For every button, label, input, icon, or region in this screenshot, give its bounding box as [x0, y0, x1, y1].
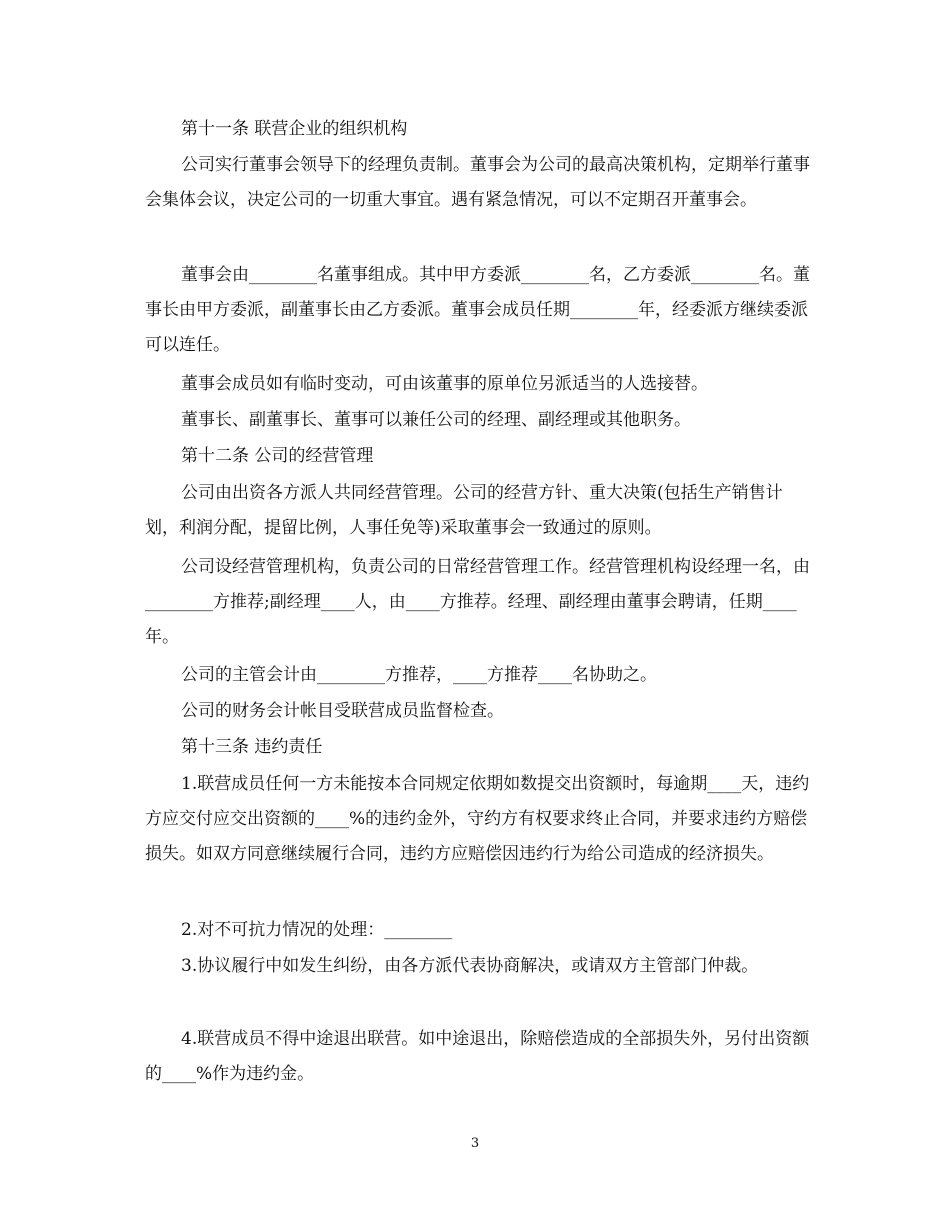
paragraph-management-structure: 公司设经营管理机构，负责公司的日常经营管理工作。经营管理机构设经理一名，由________方推荐;副经理____人，由____方推荐。经理、副经理由董事会聘请，任期____年。	[145, 557, 810, 647]
paragraph-clause-1: 1.联营成员任何一方未能按本合同规定依期如数提交出资额时，每逾期____天，违约方应交付应交出资额的____%的违约金外，守约方有权要求终止合同，并要求违约方赔偿损失。如双方同意继续履行合同，违约方应赔偿因违约行为给公司造成的经济损失。	[145, 774, 810, 864]
paragraph-chief-accountant: 公司的主管会计由________方推荐，____方推荐____名协助之。	[181, 665, 657, 685]
page-number: 3	[470, 1136, 480, 1151]
paragraph-board-composition: 董事会由________名董事组成。其中甲方委派________名，乙方委派________名。董事长由甲方委派，副董事长由乙方委派。董事会成员任期________年，经委派方继续委派可以连任。	[145, 265, 810, 355]
paragraph-clause-2: 2.对不可抗力情况的处理：________	[181, 920, 453, 940]
paragraph-clause-4: 4.联营成员不得中途退出联营。如中途退出，除赔偿造成的全部损失外，另付出资额的____%作为违约金。	[145, 1029, 810, 1084]
paragraph-board-system: 公司实行董事会领导下的经理负责制。董事会为公司的最高决策机构，定期举行董事会集体会议，决定公司的一切重大事宜。遇有紧急情况，可以不定期召开董事会。	[145, 155, 810, 210]
article-11-heading: 第十一条 联营企业的组织机构	[181, 119, 408, 139]
paragraph-clause-3: 3.协议履行中如发生纠纷，由各方派代表协商解决，或请双方主管部门仲裁。	[181, 956, 759, 976]
paragraph-joint-management: 公司由出资各方派人共同经营管理。公司的经营方针、重大决策(包括生产销售计划，利润分配，提留比例，人事任免等)采取董事会一致通过的原则。	[145, 483, 783, 538]
paragraph-financial-supervision: 公司的财务会计帐目受联营成员监督检查。	[181, 701, 504, 721]
paragraph-board-replacement: 董事会成员如有临时变动，可由该董事的原单位另派适当的人选接替。	[181, 374, 708, 394]
paragraph-concurrent-posts: 董事长、副董事长、董事可以兼任公司的经理、副经理或其他职务。	[181, 410, 691, 430]
article-12-heading: 第十二条 公司的经营管理	[181, 446, 374, 466]
article-13-heading: 第十三条 违约责任	[181, 737, 323, 757]
